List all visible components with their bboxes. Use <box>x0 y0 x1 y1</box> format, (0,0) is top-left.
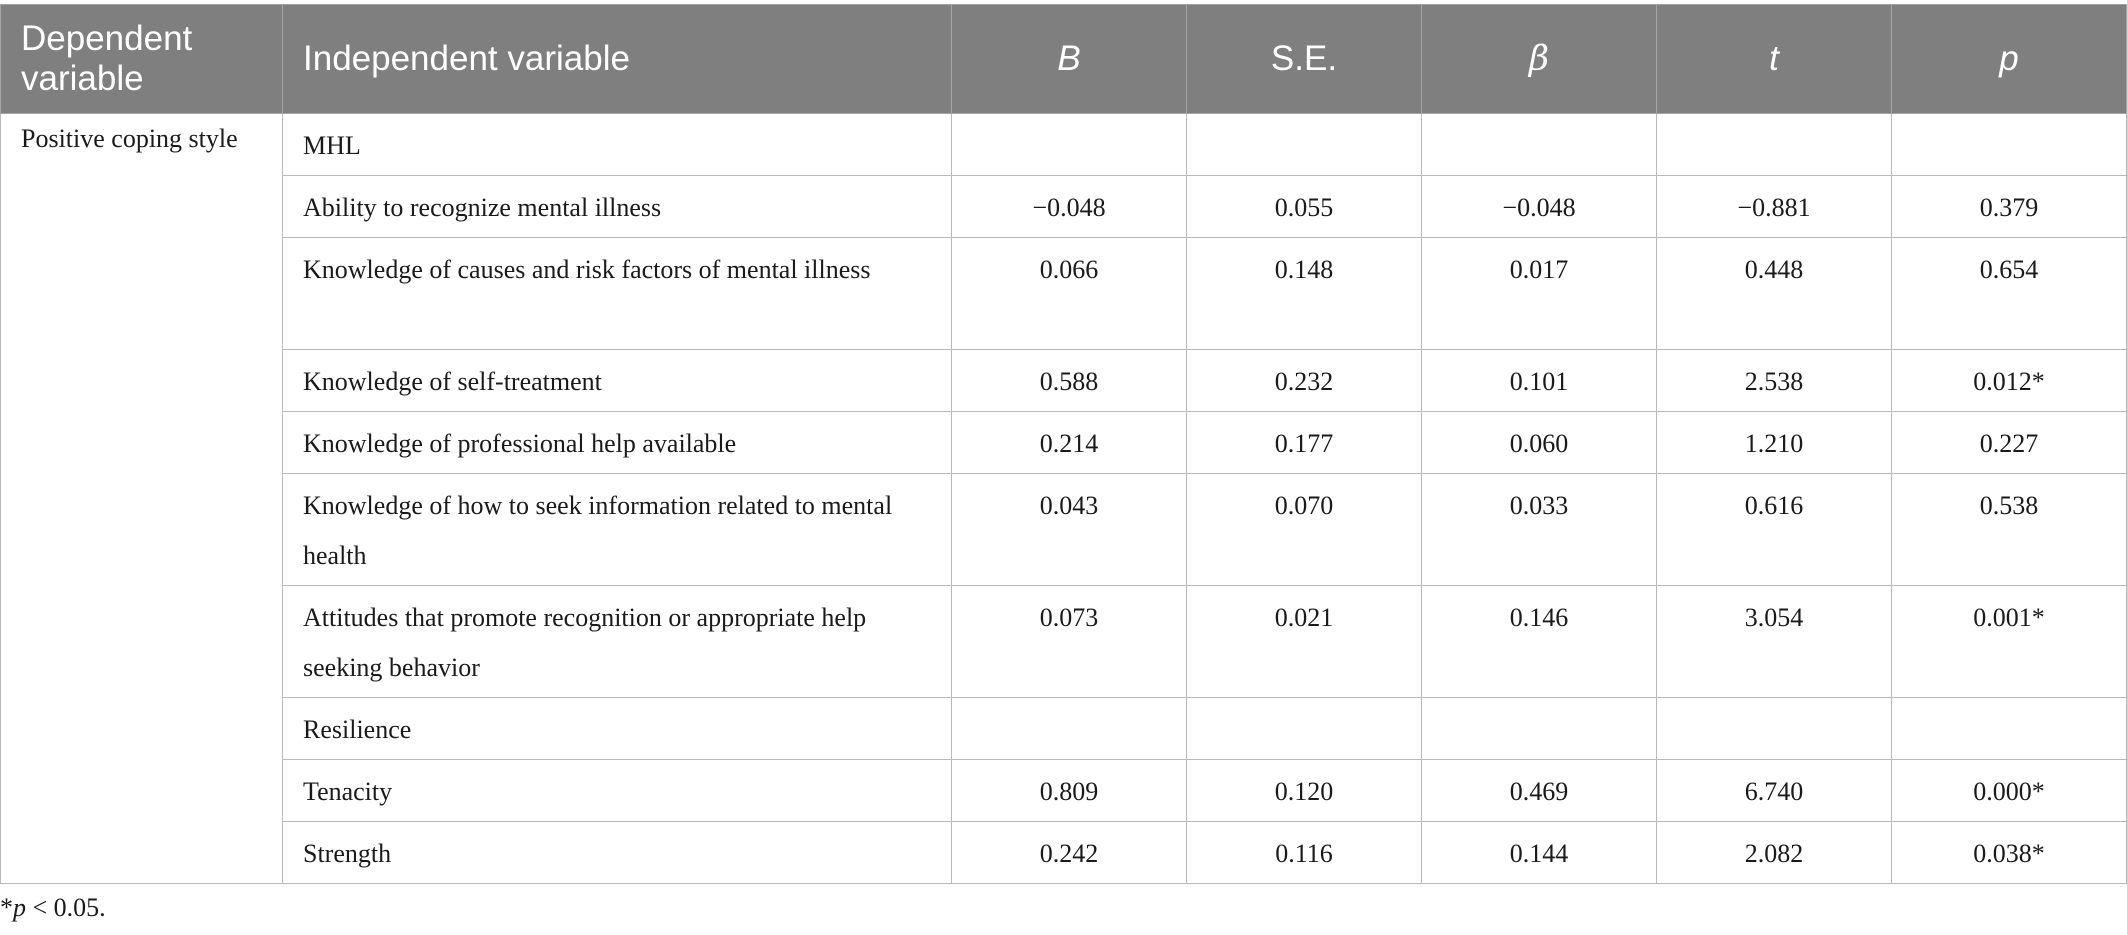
value-cell-p: 0.379 <box>1892 176 2127 238</box>
value-cell-b <box>952 114 1187 176</box>
value-cell-b <box>952 698 1187 760</box>
independent-variable-cell: Knowledge of self-treatment <box>283 350 952 412</box>
value-cell-t <box>1657 698 1892 760</box>
independent-variable-cell: Tenacity <box>283 760 952 822</box>
regression-table <box>0 4 2127 884</box>
value-cell-b: 0.809 <box>952 760 1187 822</box>
header-dependent-variable: Dependent variable <box>1 5 283 114</box>
footnote-star: * <box>0 893 13 922</box>
header-independent-variable: Independent variable <box>283 5 952 114</box>
value-cell-b: −0.048 <box>952 176 1187 238</box>
table-row <box>1 698 2127 760</box>
value-cell-b: 0.066 <box>952 238 1187 350</box>
value-cell-se: 0.070 <box>1187 474 1422 586</box>
value-cell-t: 6.740 <box>1657 760 1892 822</box>
value-cell-beta <box>1422 114 1657 176</box>
header-t: t <box>1657 5 1892 114</box>
table-header <box>1 5 2127 114</box>
independent-variable-cell: Knowledge of professional help available <box>283 412 952 474</box>
table-footnote <box>0 893 106 923</box>
value-cell-beta: 0.060 <box>1422 412 1657 474</box>
independent-variable-cell: Ability to recognize mental illness <box>283 176 952 238</box>
value-cell-t: 0.616 <box>1657 474 1892 586</box>
header-beta: β <box>1422 5 1657 114</box>
value-cell-p: 0.538 <box>1892 474 2127 586</box>
value-cell-beta: −0.048 <box>1422 176 1657 238</box>
table-row <box>1 586 2127 698</box>
value-cell-t: 1.210 <box>1657 412 1892 474</box>
independent-variable-cell: Strength <box>283 822 952 884</box>
value-cell-t: 0.448 <box>1657 238 1892 350</box>
footnote-variable: p <box>13 893 26 922</box>
dependent-variable-cell: Positive coping style <box>1 114 283 884</box>
value-cell-beta: 0.101 <box>1422 350 1657 412</box>
value-cell-p: 0.012* <box>1892 350 2127 412</box>
value-cell-se: 0.148 <box>1187 238 1422 350</box>
table-body <box>1 114 2127 884</box>
value-cell-se: 0.120 <box>1187 760 1422 822</box>
value-cell-b: 0.214 <box>952 412 1187 474</box>
independent-variable-cell: Knowledge of how to seek information related to mental health <box>283 474 952 586</box>
independent-variable-cell: MHL <box>283 114 952 176</box>
value-cell-se: 0.055 <box>1187 176 1422 238</box>
header-row <box>1 5 2127 114</box>
value-cell-b: 0.043 <box>952 474 1187 586</box>
footnote-text: < 0.05. <box>26 893 106 922</box>
value-cell-beta: 0.033 <box>1422 474 1657 586</box>
independent-variable-cell: Attitudes that promote recognition or appropriate help seeking behavior <box>283 586 952 698</box>
value-cell-b: 0.073 <box>952 586 1187 698</box>
value-cell-b: 0.588 <box>952 350 1187 412</box>
value-cell-beta <box>1422 698 1657 760</box>
value-cell-se: 0.177 <box>1187 412 1422 474</box>
value-cell-t <box>1657 114 1892 176</box>
value-cell-t: 2.538 <box>1657 350 1892 412</box>
value-cell-se: 0.021 <box>1187 586 1422 698</box>
table-row <box>1 350 2127 412</box>
value-cell-p: 0.038* <box>1892 822 2127 884</box>
value-cell-se <box>1187 114 1422 176</box>
value-cell-t: −0.881 <box>1657 176 1892 238</box>
header-p: p <box>1892 5 2127 114</box>
table-row <box>1 760 2127 822</box>
value-cell-t: 2.082 <box>1657 822 1892 884</box>
value-cell-beta: 0.017 <box>1422 238 1657 350</box>
table-row <box>1 412 2127 474</box>
value-cell-beta: 0.469 <box>1422 760 1657 822</box>
value-cell-beta: 0.144 <box>1422 822 1657 884</box>
table-row <box>1 238 2127 350</box>
value-cell-t: 3.054 <box>1657 586 1892 698</box>
header-b: B <box>952 5 1187 114</box>
value-cell-se: 0.116 <box>1187 822 1422 884</box>
value-cell-se: 0.232 <box>1187 350 1422 412</box>
value-cell-p: 0.001* <box>1892 586 2127 698</box>
independent-variable-cell: Resilience <box>283 698 952 760</box>
value-cell-p: 0.654 <box>1892 238 2127 350</box>
header-se: S.E. <box>1187 5 1422 114</box>
table-row <box>1 474 2127 586</box>
table-row <box>1 176 2127 238</box>
table-row <box>1 822 2127 884</box>
value-cell-p <box>1892 698 2127 760</box>
value-cell-beta: 0.146 <box>1422 586 1657 698</box>
value-cell-p: 0.000* <box>1892 760 2127 822</box>
table-row <box>1 114 2127 176</box>
value-cell-se <box>1187 698 1422 760</box>
independent-variable-cell: Knowledge of causes and risk factors of mental illness <box>283 238 952 350</box>
value-cell-p <box>1892 114 2127 176</box>
value-cell-p: 0.227 <box>1892 412 2127 474</box>
value-cell-b: 0.242 <box>952 822 1187 884</box>
